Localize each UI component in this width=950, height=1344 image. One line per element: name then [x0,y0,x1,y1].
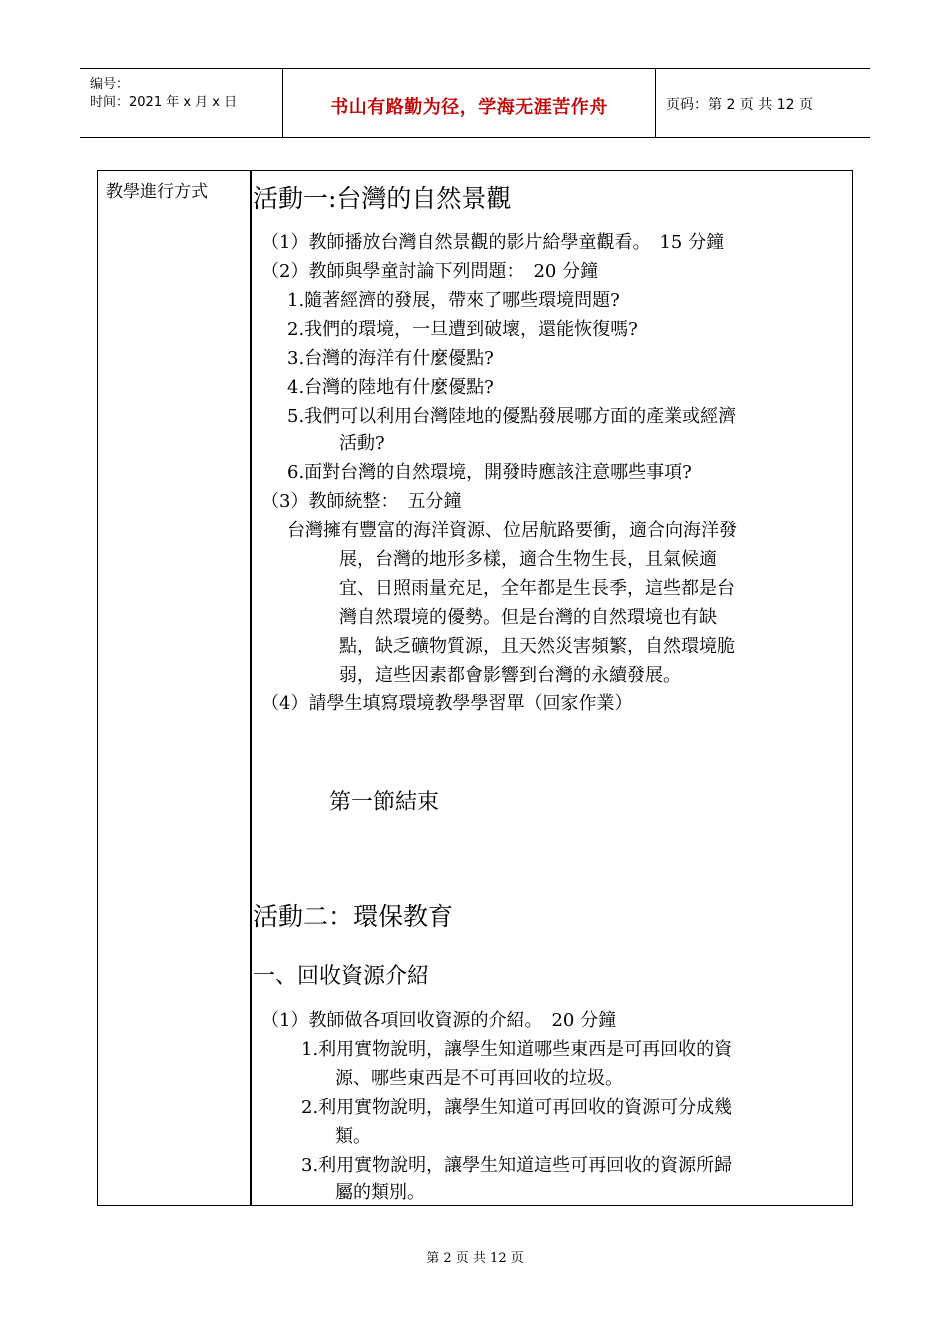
table-label-cell: 教學進行方式 [106,182,208,202]
content-line: 2.我們的環境，一旦遭到破壞，還能恢復嗎? [287,319,638,340]
activity-two-title: 活動二：環保教育 [253,902,454,931]
content-line: 展，台灣的地形多樣，適合生物生長，且氣候適 [339,549,717,570]
lesson-content-cell [253,171,852,1205]
number-label: 编号： [90,77,130,92]
content-line: （1）教師播放台灣自然景觀的影片給學童觀看。 15 分鐘 [261,232,725,253]
content-line: （1）教師做各項回收資源的介紹。 20 分鐘 [261,1010,617,1031]
content-line: （4）請學生填寫環境教學學習單（回家作業） [261,693,633,714]
content-line: 6.面對台灣的自然環境，開發時應該注意哪些事項? [287,462,692,483]
date-text: 时间：2021 年 x 月 x 日 [90,95,238,110]
header-info-cell [80,69,283,137]
activity-one-title: 活動一:台灣的自然景觀 [253,184,512,213]
content-line: 1.隨著經濟的發展，帶來了哪些環境問題? [287,290,620,311]
content-line: （3）教師統整： 五分鐘 [261,491,462,512]
content-line: 灣自然環境的優勢。但是台灣的自然環境也有缺 [339,607,717,628]
content-line: 1.利用實物說明，讓學生知道哪些東西是可再回收的資 [301,1039,733,1060]
content-line: 3.利用實物說明，讓學生知道這些可再回收的資源所歸 [301,1155,733,1176]
content-line: 2.利用實物說明，讓學生知道可再回收的資源可分成幾 [301,1097,733,1118]
motto-text: 书山有路勤为径，学海无涯苦作舟 [330,97,608,118]
page-number-text: 页码：第 2 页 共 12 页 [666,97,813,113]
content-line: 屬的類別。 [335,1182,425,1203]
content-line: 源、哪些東西是不可再回收的垃圾。 [335,1068,623,1089]
content-line: 活動? [339,433,385,454]
content-line: （2）教師與學童討論下列問題： 20 分鐘 [261,261,599,282]
content-line: 類。 [335,1126,371,1147]
content-line: 台灣擁有豐富的海洋資源、位居航路要衝，適合向海洋發 [287,520,737,541]
section-heading: 一、回收資源介紹 [253,964,430,989]
lesson-table [97,170,853,1206]
content-line: 點，缺乏礦物質源，且天然災害頻繁，自然環境脆 [339,636,735,657]
content-line: 3.台灣的海洋有什麼優點? [287,348,494,369]
header-motto-cell [283,69,656,137]
content-line: 宜、日照雨量充足，全年都是生長季，這些都是台 [339,578,735,599]
header-page-cell [656,69,870,137]
section-end-text: 第一節結束 [329,790,440,815]
page-footer: 第 2 页 共 12 页 [426,1251,524,1266]
content-line: 5.我們可以利用台灣陸地的優點發展哪方面的產業或經濟 [287,406,737,427]
content-line: 4.台灣的陸地有什麼優點? [287,377,494,398]
document-header [80,68,870,138]
column-divider [250,171,252,1205]
content-line: 弱，這些因素都會影響到台灣的永續發展。 [339,665,681,686]
